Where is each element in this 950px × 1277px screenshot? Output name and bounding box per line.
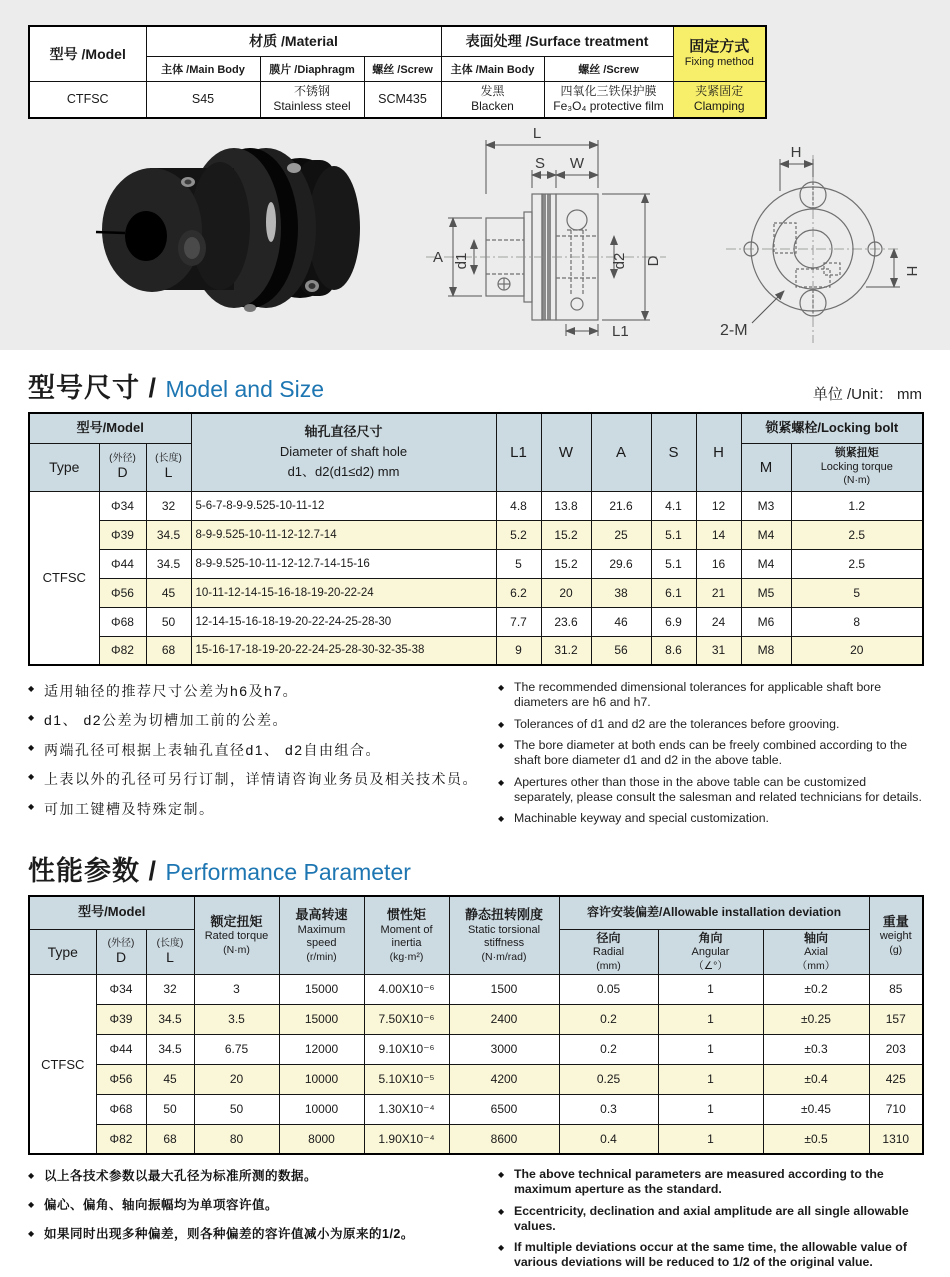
surface-screw-cn: 四氧化三铁保护膜 — [560, 84, 657, 99]
cell-axial: ±0.5 — [763, 1124, 869, 1154]
inertia-cn: 惯性矩 — [387, 906, 427, 922]
perf-model-header: 型号/Model — [29, 896, 194, 929]
inertia-unit: (kg·m²) — [389, 951, 424, 964]
col-header-s: S — [651, 413, 696, 491]
cell-w: 20 — [541, 578, 591, 607]
size-hole-header — [191, 413, 496, 491]
note-item: ◆ 上表以外的孔径可另行订制，详情请咨询业务员及相关技术员。 — [28, 768, 498, 790]
dim-label-w: W — [569, 154, 585, 172]
dim-label-s: S — [534, 154, 546, 172]
cell-s: 6.1 — [651, 578, 696, 607]
cell-d: Φ56 — [96, 1064, 146, 1094]
perf-d-letter: D — [115, 948, 127, 965]
radial-unit: (mm) — [596, 959, 621, 972]
cell-l1: 6.2 — [496, 578, 541, 607]
cell-type: CTFSC — [29, 491, 99, 665]
diaphragm-en: Stainless steel — [273, 99, 351, 114]
table-row — [29, 549, 923, 578]
cell-torque: 5 — [791, 578, 923, 607]
note-item: ◆ The recommended dimensional tolerances for applicable shaft bore diameters are h6 and h7. — [498, 680, 922, 710]
perf-l-cn: (长度) — [156, 937, 184, 949]
spec-material-header: 材质 /Material — [146, 26, 441, 56]
cell-holes: 10-11-12-14-15-16-18-19-20-22-24 — [191, 578, 496, 607]
cell-l: 34.5 — [146, 549, 191, 578]
cell-axial: ±0.3 — [763, 1034, 869, 1064]
dim-label-h-right: H — [903, 265, 920, 276]
cell-d: Φ82 — [96, 1124, 146, 1154]
radial-header — [559, 929, 658, 974]
table-row — [29, 607, 923, 636]
cell-h: 14 — [696, 520, 741, 549]
cell-inertia: 1.30X10⁻⁴ — [364, 1094, 449, 1124]
table-row — [29, 1124, 923, 1154]
model-size-section — [0, 366, 950, 833]
unit-note: 单位 /Unit： mm — [812, 386, 922, 403]
cell-w: 15.2 — [541, 549, 591, 578]
spec-fixing-value — [673, 81, 766, 118]
cell-radial: 0.25 — [559, 1064, 658, 1094]
cell-a: 25 — [591, 520, 651, 549]
cell-holes: 8-9-9.525-10-11-12-12.7-14-15-16 — [191, 549, 496, 578]
performance-section-heading — [28, 849, 922, 887]
cell-speed: 10000 — [279, 1064, 364, 1094]
product-photo — [42, 126, 414, 345]
angular-unit: （∠°） — [693, 959, 728, 972]
rated-torque-cn: 额定扭矩 — [210, 913, 263, 929]
cell-inertia: 5.10X10⁻⁵ — [364, 1064, 449, 1094]
cell-radial: 0.2 — [559, 1004, 658, 1034]
col-header-type: Type — [29, 443, 99, 491]
spec-surface-header: 表面处理 /Surface treatment — [441, 26, 673, 56]
cell-l1: 4.8 — [496, 491, 541, 520]
cell-d: Φ68 — [99, 607, 146, 636]
cell-angular: 1 — [658, 974, 763, 1004]
cell-d: Φ44 — [99, 549, 146, 578]
angular-header — [658, 929, 763, 974]
cell-l: 45 — [146, 1064, 194, 1094]
front-view-image — [704, 119, 932, 347]
cell-radial: 0.05 — [559, 974, 658, 1004]
cell-a: 21.6 — [591, 491, 651, 520]
spec-screw-header: 螺丝 /Screw — [364, 56, 441, 81]
cell-w: 31.2 — [541, 636, 591, 665]
locking-bolt-header: 锁紧螺栓/Locking bolt — [741, 413, 923, 443]
cell-stiffness: 2400 — [449, 1004, 559, 1034]
cell-holes: 12-14-15-16-18-19-20-22-24-25-28-30 — [191, 607, 496, 636]
size-title-en: Model and Size — [165, 376, 325, 402]
cell-axial: ±0.25 — [763, 1004, 869, 1034]
cell-stiffness: 8600 — [449, 1124, 559, 1154]
hole-header-en: Diameter of shaft hole — [279, 444, 408, 460]
cell-s: 5.1 — [651, 549, 696, 578]
cell-l1: 7.7 — [496, 607, 541, 636]
note-item: ◆ Machinable keyway and special customization. — [498, 811, 922, 826]
cell-h: 24 — [696, 607, 741, 636]
cell-d: Φ34 — [96, 974, 146, 1004]
surface-main-en: Blacken — [471, 99, 514, 114]
note-item: ◆ Apertures other than those in the above table can be customized separately, please consult the salesman and related technicians for details. — [498, 775, 922, 805]
cell-m: M4 — [741, 520, 791, 549]
col-header-w: W — [541, 413, 591, 491]
cell-a: 46 — [591, 607, 651, 636]
angular-cn: 角向 — [698, 930, 723, 945]
dim-label-l: L — [532, 124, 542, 142]
size-model-header: 型号/Model — [29, 413, 191, 443]
cell-weight: 710 — [869, 1094, 923, 1124]
cell-angular: 1 — [658, 1064, 763, 1094]
cell-weight: 425 — [869, 1064, 923, 1094]
cell-l1: 9 — [496, 636, 541, 665]
dim-label-d: D — [645, 255, 662, 266]
angular-en: Angular — [691, 946, 730, 959]
cell-inertia: 7.50X10⁻⁶ — [364, 1004, 449, 1034]
cell-d: Φ56 — [99, 578, 146, 607]
cell-torque: 20 — [194, 1064, 279, 1094]
max-speed-cn: 最高转速 — [295, 906, 348, 922]
axial-header — [763, 929, 869, 974]
cell-weight: 157 — [869, 1004, 923, 1034]
cell-speed: 15000 — [279, 1004, 364, 1034]
cell-l: 32 — [146, 974, 194, 1004]
table-row — [29, 578, 923, 607]
fixing-cn: 夹紧固定 — [695, 84, 744, 99]
perf-d-cn: (外径) — [107, 937, 135, 949]
weight-en: weight — [879, 930, 912, 943]
performance-title-cn: 性能参数 / — [28, 856, 158, 886]
diaphragm-cn: 不锈钢 — [293, 84, 330, 99]
cell-d: Φ39 — [96, 1004, 146, 1034]
radial-en: Radial — [592, 946, 625, 959]
cell-radial: 0.3 — [559, 1094, 658, 1124]
size-table — [28, 412, 924, 666]
cell-weight: 85 — [869, 974, 923, 1004]
hole-header-range: d1、d2(d1≤d2) mm — [287, 464, 400, 480]
col-header-a: A — [591, 413, 651, 491]
cell-inertia: 9.10X10⁻⁶ — [364, 1034, 449, 1064]
cell-d: Φ39 — [99, 520, 146, 549]
cell-weight: 203 — [869, 1034, 923, 1064]
spec-fixing-header — [673, 26, 766, 81]
cell-inertia: 1.90X10⁻⁴ — [364, 1124, 449, 1154]
cell-weight: 1310 — [869, 1124, 923, 1154]
size-notes-en — [498, 680, 922, 833]
cell-torque: 2.5 — [791, 549, 923, 578]
weight-cn: 重量 — [882, 913, 909, 929]
spec-screw-value: SCM435 — [364, 81, 441, 118]
cell-m: M5 — [741, 578, 791, 607]
note-item: ◆ 可加工键槽及特殊定制。 — [28, 798, 498, 820]
top-block — [0, 0, 950, 350]
cell-s: 5.1 — [651, 520, 696, 549]
cell-axial: ±0.2 — [763, 974, 869, 1004]
cell-axial: ±0.4 — [763, 1064, 869, 1094]
cell-m: M8 — [741, 636, 791, 665]
cell-speed: 12000 — [279, 1034, 364, 1064]
cell-l1: 5 — [496, 549, 541, 578]
col-header-l1: L1 — [496, 413, 541, 491]
stiffness-cn: 静态扭转刚度 — [465, 906, 544, 922]
col-header-locking-torque — [791, 443, 923, 491]
cell-torque: 50 — [194, 1094, 279, 1124]
radial-cn: 径向 — [596, 930, 621, 945]
cell-w: 23.6 — [541, 607, 591, 636]
d-header-letter: D — [117, 464, 128, 481]
table-row — [29, 491, 923, 520]
cell-l: 34.5 — [146, 1034, 194, 1064]
cell-torque: 80 — [194, 1124, 279, 1154]
cell-w: 15.2 — [541, 520, 591, 549]
cell-a: 56 — [591, 636, 651, 665]
cell-l: 68 — [146, 636, 191, 665]
cell-speed: 8000 — [279, 1124, 364, 1154]
table-row — [29, 636, 923, 665]
cell-radial: 0.4 — [559, 1124, 658, 1154]
spec-surface-main-value — [441, 81, 544, 118]
cell-l: 68 — [146, 1124, 194, 1154]
l-header-cn: (长度) — [155, 453, 182, 465]
axial-unit: （mm） — [796, 959, 836, 972]
cell-a: 29.6 — [591, 549, 651, 578]
spec-surface-mainbody-header: 主体 /Main Body — [441, 56, 544, 81]
surface-screw-en: Fe₃O₄ protective film — [553, 99, 664, 114]
cell-angular: 1 — [658, 1124, 763, 1154]
max-speed-header — [279, 896, 364, 974]
performance-notes-cn — [28, 1167, 498, 1277]
torque-header-unit: (N·m) — [843, 474, 871, 487]
cell-d: Φ68 — [96, 1094, 146, 1124]
spec-surface-screw-header: 螺丝 /Screw — [544, 56, 673, 81]
table-row — [29, 1094, 923, 1124]
cell-stiffness: 4200 — [449, 1064, 559, 1094]
inertia-en: Moment of inertia — [380, 923, 433, 950]
cell-torque: 6.75 — [194, 1034, 279, 1064]
cell-holes: 8-9-9.525-10-11-12-12.7-14 — [191, 520, 496, 549]
cell-speed: 15000 — [279, 974, 364, 1004]
performance-title-en: Performance Parameter — [165, 859, 411, 885]
spec-diaphragm-value — [260, 81, 364, 118]
spec-model-value: CTFSC — [29, 81, 146, 118]
cell-l1: 5.2 — [496, 520, 541, 549]
rated-torque-header — [194, 896, 279, 974]
table-row — [29, 1034, 923, 1064]
size-section-heading — [28, 366, 922, 404]
hole-header-cn: 轴孔直径尺寸 — [304, 424, 383, 440]
note-item: ◆ 以上各技术参数以最大孔径为标准所测的数据。 — [28, 1167, 498, 1186]
side-view-image — [414, 118, 704, 348]
cell-torque: 3 — [194, 974, 279, 1004]
stiffness-unit: (N·m/rad) — [481, 951, 527, 964]
col-header-d — [99, 443, 146, 491]
cell-stiffness: 1500 — [449, 974, 559, 1004]
cell-axial: ±0.45 — [763, 1094, 869, 1124]
perf-col-header-d — [96, 929, 146, 974]
note-item: ◆ The above technical parameters are measured according to the maximum aperture as the standard. — [498, 1167, 922, 1197]
cell-holes: 5-6-7-8-9-9.525-10-11-12 — [191, 491, 496, 520]
spec-diaphragm-header: 膜片 /Diaphragm — [260, 56, 364, 81]
note-item: ◆ 偏心、偏角、轴向振幅均为单项容许值。 — [28, 1196, 498, 1215]
dim-label-d1: d1 — [453, 252, 470, 269]
perf-l-letter: L — [166, 948, 174, 965]
cell-l: 32 — [146, 491, 191, 520]
inertia-header — [364, 896, 449, 974]
note-item: ◆ d1、 d2公差为切槽加工前的公差。 — [28, 709, 498, 731]
perf-col-header-len — [146, 929, 194, 974]
surface-main-cn: 发黑 — [480, 84, 505, 99]
cell-stiffness: 6500 — [449, 1094, 559, 1124]
cell-torque: 3.5 — [194, 1004, 279, 1034]
cell-d: Φ34 — [99, 491, 146, 520]
cell-radial: 0.2 — [559, 1034, 658, 1064]
cell-s: 6.9 — [651, 607, 696, 636]
cell-angular: 1 — [658, 1034, 763, 1064]
cell-l: 50 — [146, 607, 191, 636]
cell-d: Φ44 — [96, 1034, 146, 1064]
images-row — [0, 119, 950, 351]
note-item: ◆ 适用轴径的推荐尺寸公差为h6及h7。 — [28, 680, 498, 702]
dim-label-h-top: H — [790, 143, 802, 161]
fixing-header-cn: 固定方式 — [689, 38, 750, 56]
dim-label-d2: d2 — [611, 252, 628, 269]
perf-col-header-type: Type — [29, 929, 96, 974]
col-header-len — [146, 443, 191, 491]
d-header-cn: (外径) — [109, 453, 136, 465]
cell-torque: 2.5 — [791, 520, 923, 549]
cell-torque: 8 — [791, 607, 923, 636]
rated-torque-unit: (N·m) — [223, 944, 250, 957]
dim-label-l1: L1 — [612, 322, 629, 340]
performance-notes-en — [498, 1167, 922, 1277]
stiffness-en: Static torsional stiffness — [467, 923, 541, 950]
size-notes — [28, 680, 922, 833]
note-item: ◆ Tolerances of d1 and d2 are the tolerances before grooving. — [498, 717, 922, 732]
cell-holes: 15-16-17-18-19-20-22-24-25-28-30-32-35-38 — [191, 636, 496, 665]
note-item: ◆ The bore diameter at both ends can be freely combined according to the shaft bore diameter d1 and d2 in the above table. — [498, 738, 922, 768]
cell-l: 50 — [146, 1094, 194, 1124]
side-view-drawing — [414, 118, 704, 353]
cell-stiffness: 3000 — [449, 1034, 559, 1064]
cell-s: 4.1 — [651, 491, 696, 520]
performance-section — [0, 849, 950, 1277]
cell-d: Φ82 — [99, 636, 146, 665]
spec-mainbody-header: 主体 /Main Body — [146, 56, 260, 81]
size-title-cn: 型号尺寸 / — [28, 373, 158, 403]
torque-header-en: Locking torque — [820, 460, 893, 473]
cell-torque: 1.2 — [791, 491, 923, 520]
cell-h: 31 — [696, 636, 741, 665]
deviation-header: 容许安装偏差/Allowable installation deviation — [559, 896, 869, 929]
note-item: ◆ 如果同时出现多种偏差，则各种偏差的容许值减小为原来的1/2。 — [28, 1225, 498, 1244]
axial-cn: 轴向 — [804, 930, 829, 945]
cell-angular: 1 — [658, 1004, 763, 1034]
cell-s: 8.6 — [651, 636, 696, 665]
spec-mainbody-value: S45 — [146, 81, 260, 118]
col-header-h: H — [696, 413, 741, 491]
note-item: ◆ If multiple deviations occur at the same time, the allowable value of various deviations will be reduced to 1/2 of the original value. — [498, 1240, 922, 1270]
spec-surface-screw-value — [544, 81, 673, 118]
table-row — [29, 520, 923, 549]
coupling-photo-image — [42, 126, 402, 340]
cell-angular: 1 — [658, 1094, 763, 1124]
rated-torque-en: Rated torque — [204, 930, 269, 943]
cell-m: M6 — [741, 607, 791, 636]
col-header-m: M — [741, 443, 791, 491]
table-row — [29, 1004, 923, 1034]
cell-h: 21 — [696, 578, 741, 607]
stiffness-header — [449, 896, 559, 974]
performance-table — [28, 895, 924, 1155]
cell-h: 12 — [696, 491, 741, 520]
cell-type: CTFSC — [29, 974, 96, 1154]
cell-torque: 20 — [791, 636, 923, 665]
cell-a: 38 — [591, 578, 651, 607]
max-speed-en: Maximum speed — [297, 923, 346, 950]
max-speed-unit: (r/min) — [306, 951, 337, 964]
table-row — [29, 974, 923, 1004]
note-item: ◆ 两端孔径可根据上表轴孔直径d1、 d2自由组合。 — [28, 739, 498, 761]
performance-notes — [28, 1167, 922, 1277]
cell-speed: 10000 — [279, 1094, 364, 1124]
fixing-header-en: Fixing method — [684, 56, 754, 69]
table-row — [29, 1064, 923, 1094]
cell-h: 16 — [696, 549, 741, 578]
spec-table — [28, 25, 767, 119]
dim-label-a: A — [432, 248, 444, 266]
cell-w: 13.8 — [541, 491, 591, 520]
weight-unit: (g) — [889, 944, 903, 957]
cell-l: 45 — [146, 578, 191, 607]
cell-l: 34.5 — [146, 520, 191, 549]
cell-m: M4 — [741, 549, 791, 578]
torque-header-cn: 锁紧扭矩 — [834, 447, 879, 460]
cell-l: 34.5 — [146, 1004, 194, 1034]
axial-en: Axial — [804, 946, 828, 959]
fixing-en: Clamping — [693, 99, 745, 114]
cell-inertia: 4.00X10⁻⁶ — [364, 974, 449, 1004]
note-item: ◆ Eccentricity, declination and axial amplitude are all single allowable values. — [498, 1204, 922, 1234]
l-header-letter: L — [164, 464, 173, 481]
spec-model-header: 型号 /Model — [29, 26, 146, 81]
front-view-drawing — [704, 119, 932, 352]
cell-m: M3 — [741, 491, 791, 520]
dim-label-2m: 2-M — [720, 321, 748, 339]
size-notes-cn — [28, 680, 498, 833]
weight-header — [869, 896, 923, 974]
